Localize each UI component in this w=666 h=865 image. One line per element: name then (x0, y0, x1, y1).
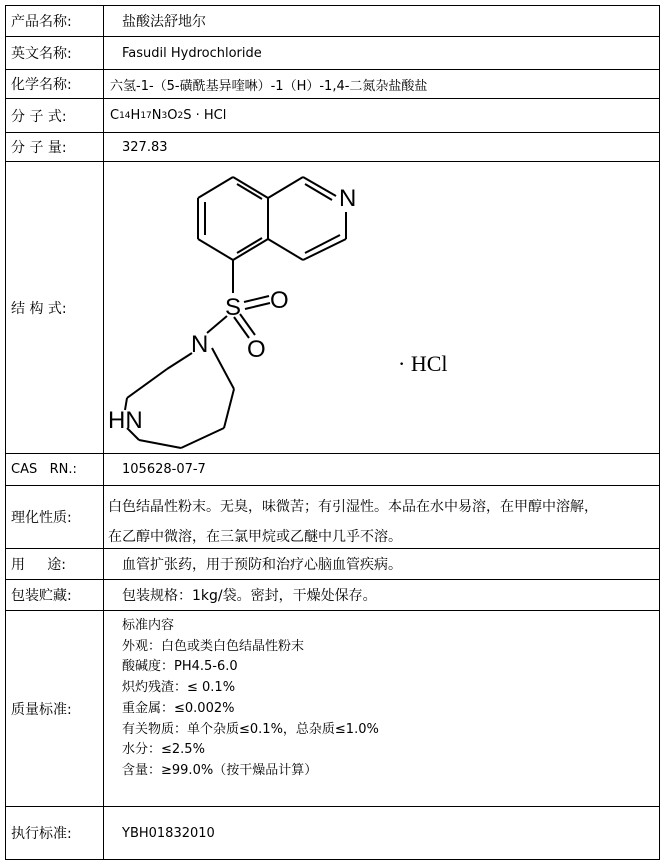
cas-label-text: CAS RN.: (11, 462, 77, 477)
molecular-weight-value: 327.83 (122, 139, 168, 155)
properties-line-2: 在乙醇中微溶，在三氯甲烷或乙醚中几乎不溶。 (108, 529, 402, 545)
row-packaging (6, 580, 659, 611)
formula-label: 分 子 式: (6, 99, 104, 132)
formula-o-count: 2 (177, 110, 184, 121)
product-name-value: 盐酸法舒地尔 (122, 14, 206, 30)
formula-suffix: S · HCl (183, 108, 227, 123)
molecular-weight-label: 分 子 量: (6, 133, 104, 161)
atom-hn: HN (108, 407, 143, 434)
formula-h: H (130, 108, 141, 123)
row-product-name (6, 6, 659, 37)
usage-label (6, 549, 104, 579)
spec-sheet (5, 5, 660, 860)
quality-line: 酸碱度：PH4.5-6.0 (122, 659, 238, 675)
chemical-name-label: 化学名称: (6, 70, 104, 98)
atom-sulfur: S (225, 294, 242, 321)
formula-o: O (167, 108, 178, 123)
formula-c-count: 14 (119, 110, 131, 121)
formula-h-count: 17 (140, 110, 152, 121)
row-formula (6, 99, 659, 133)
packaging-value: 包装规格：1kg/袋。密封，干燥处保存。 (122, 588, 377, 604)
english-name-label: 英文名称: (6, 37, 104, 69)
formula-n: N (151, 108, 162, 123)
cas-value: 105628-07-7 (122, 462, 206, 477)
execution-standard-label: 执行标准: (6, 807, 104, 859)
row-properties (6, 486, 659, 549)
quality-line: 有关物质：单个杂质≤0.1%，总杂质≤1.0% (122, 721, 379, 737)
quality-list (104, 611, 659, 806)
usage-value: 血管扩张药，用于预防和治疗心脑血管疾病。 (122, 557, 402, 573)
structure-label: 结 构 式: (6, 162, 104, 453)
formula-n-count: 3 (161, 110, 168, 121)
chemical-name-value: 六氢-1-（5-磺酰基异喹啉）-1（H）-1,4-二氮杂盐酸盐 (110, 78, 428, 94)
packaging-label: 包装贮藏: (6, 580, 104, 610)
english-name-value: Fasudil Hydrochloride (122, 45, 262, 61)
structure-diagram (104, 162, 659, 453)
quality-line: 炽灼残渣：≤ 0.1% (122, 680, 236, 696)
atom-oxygen-2: O (247, 336, 266, 363)
row-usage (6, 549, 659, 580)
execution-standard-value: YBH01832010 (122, 825, 215, 841)
row-execution-standard (6, 807, 659, 859)
row-english-name (6, 37, 659, 70)
atom-oxygen-1: O (270, 287, 289, 314)
formula-c: C (110, 108, 120, 123)
properties-value (104, 486, 659, 548)
quality-line: 标准内容 (122, 618, 175, 633)
cas-label (6, 454, 104, 485)
salt-hcl: · HCl (398, 351, 448, 376)
row-structure (6, 162, 659, 454)
structure-svg (104, 162, 659, 453)
quality-line: 外观：白色或类白色结晶性粉末 (122, 638, 305, 654)
quality-line: 含量：≥99.0%（按干燥品计算） (122, 762, 318, 778)
row-molecular-weight (6, 133, 659, 162)
row-chemical-name (6, 70, 659, 99)
product-name-label: 产品名称: (6, 6, 104, 36)
usage-label-text: 用 途: (11, 557, 66, 573)
quality-line: 重金属：≤0.002% (122, 700, 235, 716)
quality-line: 水分：≤2.5% (122, 742, 205, 758)
atom-amide-n: N (191, 331, 209, 358)
properties-label: 理化性质: (6, 486, 104, 548)
properties-line-1: 白色结晶性粉末。无臭，味微苦；有引湿性。本品在水中易溶，在甲醇中溶解， (108, 499, 598, 515)
row-quality (6, 611, 659, 807)
row-cas (6, 454, 659, 486)
formula-value (104, 99, 659, 132)
atom-ring-n: N (339, 185, 357, 212)
quality-label: 质量标准: (6, 611, 104, 806)
